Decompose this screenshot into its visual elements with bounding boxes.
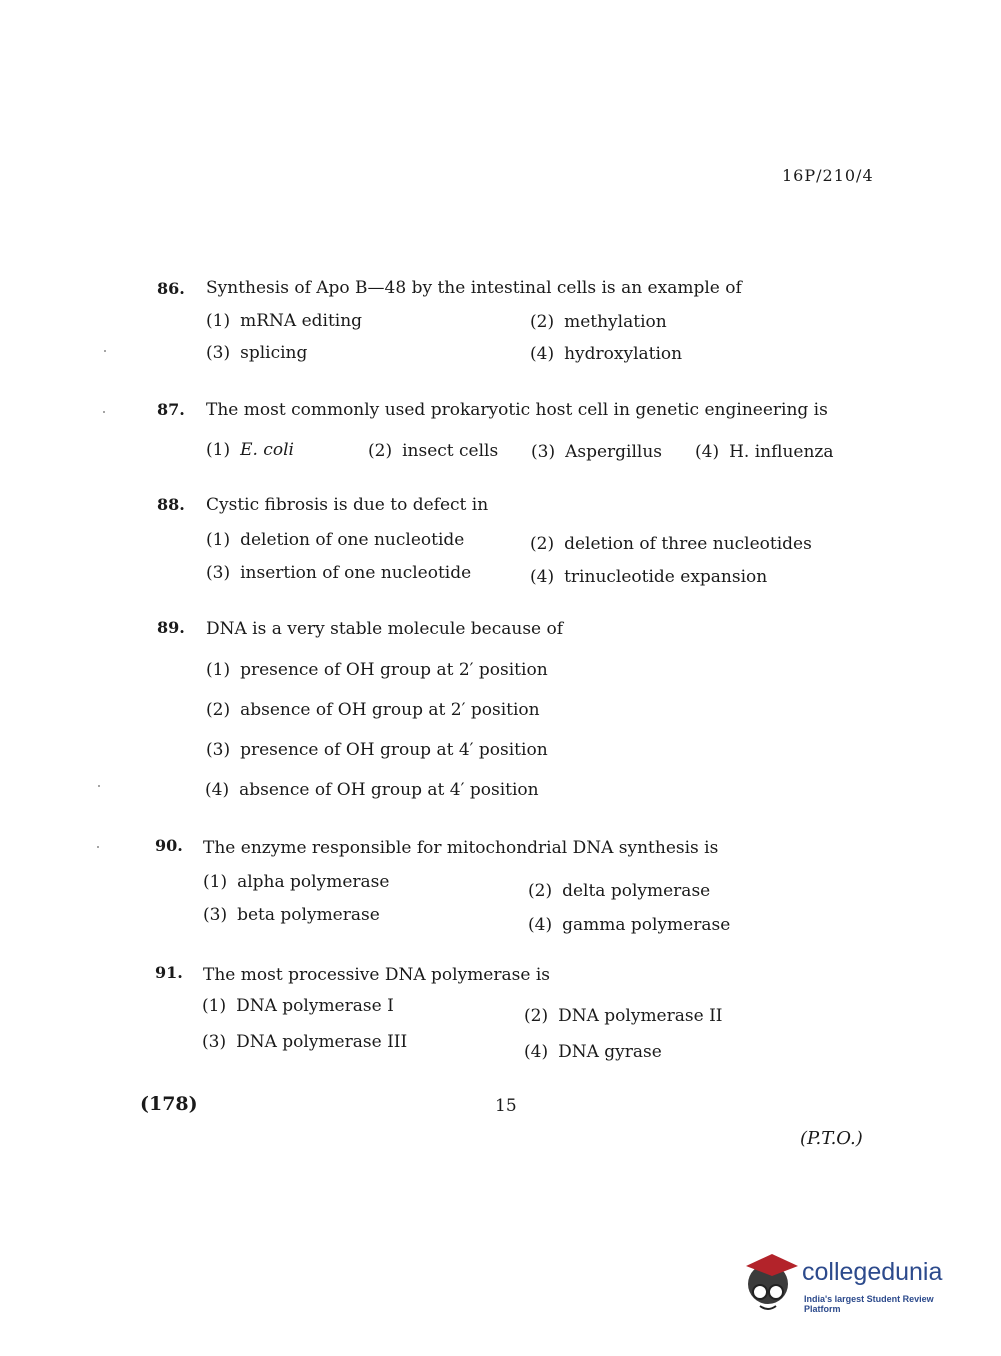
question-number: 88. bbox=[157, 495, 185, 514]
mascot-logo-icon bbox=[742, 1250, 800, 1316]
logo-tagline: India's largest Student Review Platform bbox=[804, 1294, 934, 1314]
question-text: The most commonly used prokaryotic host cell in genetic engineering is bbox=[206, 400, 828, 420]
scan-speck bbox=[98, 785, 100, 787]
scan-speck bbox=[97, 846, 99, 848]
option: (1) DNA polymerase I bbox=[202, 996, 394, 1016]
option: (2) insect cells bbox=[368, 441, 499, 461]
question-number: 91. bbox=[155, 963, 183, 982]
question-text: Cystic fibrosis is due to defect in bbox=[206, 495, 489, 515]
option: (4) gamma polymerase bbox=[528, 915, 731, 935]
paper-code: 16P/210/4 bbox=[782, 166, 874, 185]
option: (1) E. coli bbox=[206, 440, 294, 460]
logo-name: collegedunia bbox=[802, 1258, 943, 1286]
option: (3) presence of OH group at 4′ position bbox=[206, 740, 548, 760]
option: (3) Aspergillus bbox=[531, 442, 663, 462]
option: (4) trinucleotide expansion bbox=[530, 567, 768, 587]
collegedunia-watermark bbox=[742, 1250, 972, 1316]
page-number: 15 bbox=[495, 1096, 517, 1116]
paper-serial: (178) bbox=[140, 1093, 198, 1115]
option: (2) DNA polymerase II bbox=[524, 1006, 723, 1026]
option: (3) DNA polymerase III bbox=[202, 1032, 408, 1052]
option: (2) methylation bbox=[530, 312, 667, 332]
option: (3) beta polymerase bbox=[203, 905, 380, 925]
question-text: The enzyme responsible for mitochondrial DNA synthesis is bbox=[203, 838, 719, 858]
scan-speck bbox=[104, 350, 106, 352]
question-number: 90. bbox=[155, 836, 183, 855]
option: (1) alpha polymerase bbox=[203, 872, 390, 892]
question-number: 87. bbox=[157, 400, 185, 419]
question-text: The most processive DNA polymerase is bbox=[203, 965, 550, 985]
option: (3) splicing bbox=[206, 343, 308, 363]
option: (3) insertion of one nucleotide bbox=[206, 563, 472, 583]
pto-note: (P.T.O.) bbox=[800, 1128, 863, 1149]
option: (1) mRNA editing bbox=[206, 311, 363, 331]
option: (2) deletion of three nucleotides bbox=[530, 534, 812, 554]
question-text: DNA is a very stable molecule because of bbox=[206, 619, 564, 639]
scan-speck bbox=[103, 411, 105, 413]
option: (1) presence of OH group at 2′ position bbox=[206, 660, 548, 680]
question-number: 89. bbox=[157, 618, 185, 637]
option: (1) deletion of one nucleotide bbox=[206, 530, 465, 550]
question-number: 86. bbox=[157, 279, 185, 298]
option: (4) absence of OH group at 4′ position bbox=[205, 780, 539, 800]
option: (4) hydroxylation bbox=[530, 344, 683, 364]
option: (2) absence of OH group at 2′ position bbox=[206, 700, 540, 720]
option: (2) delta polymerase bbox=[528, 881, 711, 901]
option: (4) DNA gyrase bbox=[524, 1042, 662, 1062]
question-text: Synthesis of Apo B—48 by the intestinal cells is an example of bbox=[206, 278, 742, 298]
option: (4) H. influenza bbox=[695, 442, 834, 462]
